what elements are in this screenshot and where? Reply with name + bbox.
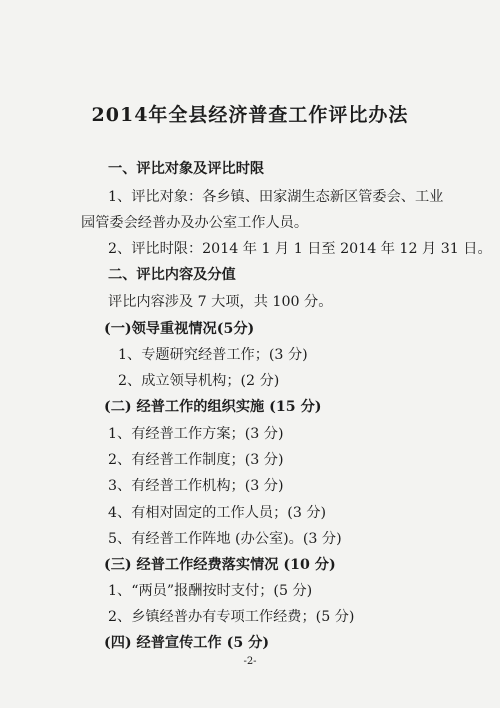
list-item: 1、有经普工作方案；(3 分) xyxy=(108,426,284,442)
page-number: -2- xyxy=(243,656,257,667)
subsection-heading: (三) 经普工作经费落实情况 (10 分) xyxy=(104,557,336,573)
list-item: 1、“两员”报酬按时支付；(5 分) xyxy=(108,583,313,599)
section-heading-1: 一、评比对象及评比时限 xyxy=(108,161,265,177)
list-item: 5、有经普工作阵地 (办公室)。(3 分) xyxy=(108,531,342,547)
paragraph-line: 2、评比时限：2014 年 1 月 1 日至 2014 年 12 月 31 日。 xyxy=(108,241,492,257)
list-item: 3、有经普工作机构；(3 分) xyxy=(108,478,284,494)
paragraph-line: 评比内容涉及 7 大项，共 100 分。 xyxy=(108,294,333,310)
list-item: 1、专题研究经普工作；(3 分) xyxy=(118,347,308,363)
list-item: 2、有经普工作制度；(3 分) xyxy=(108,452,284,468)
paragraph-line: 园管委会经普办及办公室工作人员。 xyxy=(81,215,309,231)
list-item: 4、有相对固定的工作人员；(3 分) xyxy=(108,505,327,521)
subsection-heading: (一)领导重视情况(5分) xyxy=(104,321,255,337)
subsection-heading: (四) 经普宣传工作 (5 分) xyxy=(104,635,270,651)
list-item: 2、乡镇经普办有专项工作经费；(5 分) xyxy=(108,609,355,625)
paragraph-line: 1、评比对象：各乡镇、田家湖生态新区管委会、工业 xyxy=(108,189,444,205)
subsection-heading: (二) 经普工作的组织实施 (15 分) xyxy=(104,399,322,415)
list-item: 2、成立领导机构；(2 分) xyxy=(118,373,280,389)
section-heading-2: 二、评比内容及分值 xyxy=(108,267,236,283)
document-title: 2014年全县经济普查工作评比办法 xyxy=(91,104,409,126)
